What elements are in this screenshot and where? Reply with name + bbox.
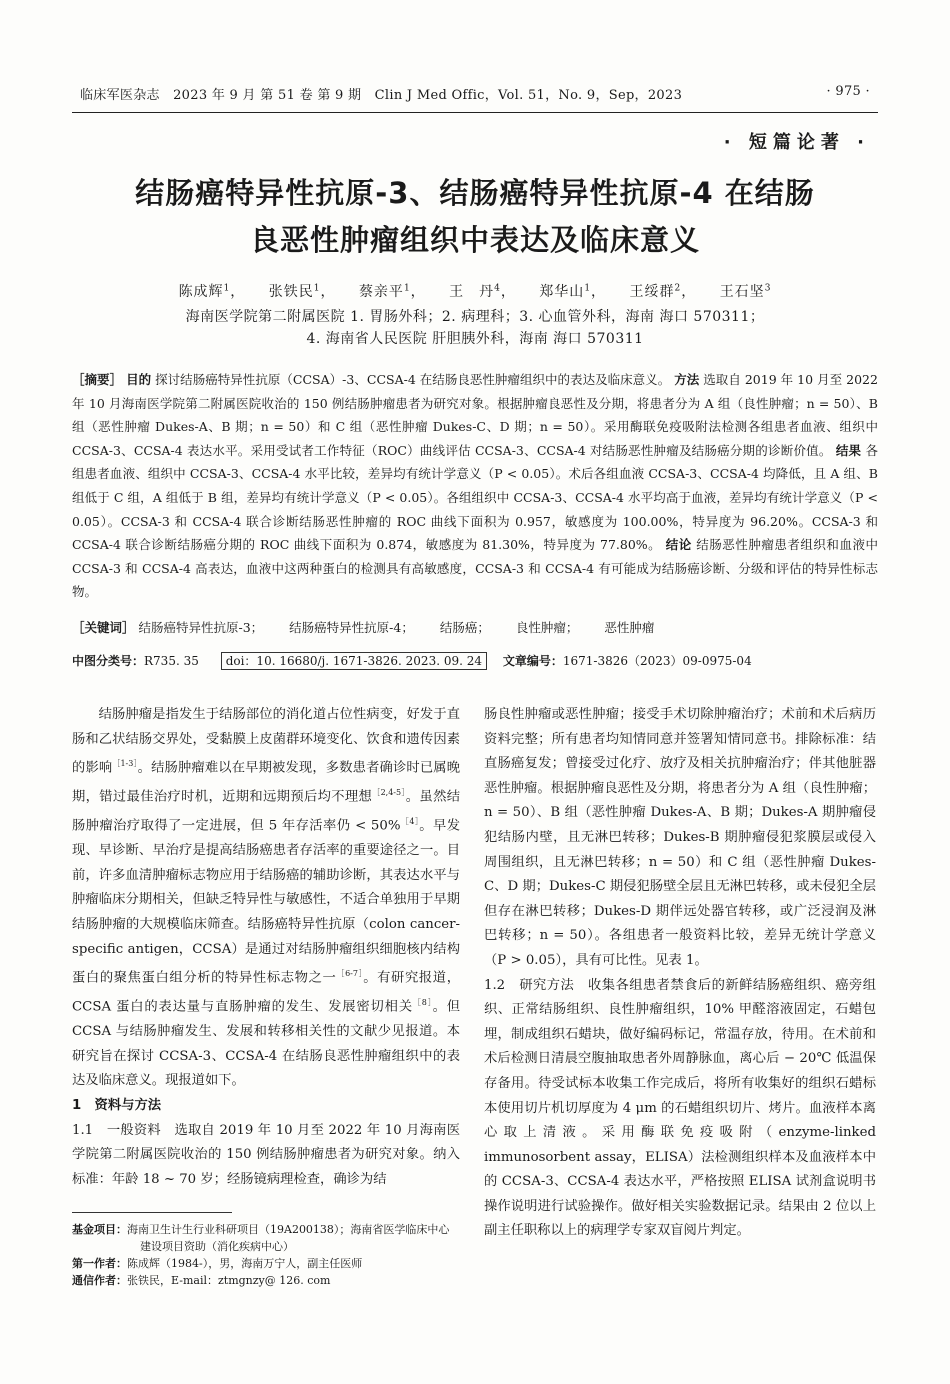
keyword: 结肠癌； xyxy=(439,620,490,635)
citation[interactable]: ［1-3］ xyxy=(112,759,138,769)
author: 王 丹$^4$， xyxy=(449,283,516,300)
criteria-paragraph: 肠良性肿瘤或恶性肿瘤；接受手术切除肿瘤治疗；术前和术后病历资料完整；所有患者均知情同意并签署知情同意书。排除标准：结直肠癌复发；曾接受过化疗、放疗及相关抗肿瘤治疗；伴其他脏器恶性肿瘤。根据肿瘤良恶性及分期，将患者分为 A 组（良性肿瘤；n = 50）、B 组（恶性肿瘤 Dukes-A、B 期；Dukes-A 期肿瘤侵犯结肠内壁，且无淋巴转移；Dukes-B 期肿瘤侵犯浆膜层或侵入周围组织，且无淋巴转移；n = 50）和 C 组（恶性肿瘤 Dukes-C、D 期；Dukes-C 期侵犯肠壁全层且无淋巴转移，或未侵犯全层但存在淋巴转移；Dukes-D 期伴远处器官转移，或广泛浸润及淋巴转移；n = 50）。各组患者一般资料比较，差异无统计学意义（P > 0.05），具有可比性。见表 1。 xyxy=(484,707,876,968)
conclusion-label: 结论 xyxy=(665,537,692,553)
citation[interactable]: ［6-7］ xyxy=(336,969,364,979)
intro-paragraph: 结肠肿瘤是指发生于结肠部位的消化道占位性病变，好发于直肠和乙状结肠交界处，受黏膜上皮菌群环境变化、饮食和遗传因素的影响$^{[1-3]}$。结肠肿瘤难以在早期被发现，多数患者确诊时已属晚期，错过最佳治疗时机，近期和远期预后均不理想$^{[2,4-5]}$。虽然结肠肿瘤治疗取得了一定进展，但 5 年存活率仍 < 50%$^{[4]}$。早发现、早诊断、早治疗是提高结肠癌患者存活率的重要途径之一。目前，许多血清肿瘤标志物应用于结肠癌的辅助诊断，其表达水平与肿瘤临床分期相关，但缺乏特异性与敏感性，不适合单独用于早期结肠肿瘤的大规模临床筛查。结肠癌特异性抗原（colon cancer-specific antigen，CCSA）是通过对结肠肿瘤组织细胞核内结构蛋白的聚焦蛋白组分析的特异性标志物之一$^{[6-7]}$。有研究报道，CCSA 蛋白的表达量与直肠肿瘤的发生、发展密切相关$^{[8]}$。但 CCSA 与结肠肿瘤发生、发展和转移相关性的文献少见报道。本研究旨在探讨 CCSA-3、CCSA-4 在结肠良恶性肿瘤组织中的表达及临床意义。现报道如下。 xyxy=(72,707,461,1089)
author-list xyxy=(72,281,878,301)
affiliation-line-1: 海南医学院第二附属医院 1. 胃肠外科；2. 病理科；3. 心血管外科，海南 海口 570311； xyxy=(185,309,765,325)
header-divider xyxy=(72,112,878,113)
title-line-1: 结肠癌特异性抗原-3、结肠癌特异性抗原-4 在结肠 xyxy=(135,176,815,210)
keyword: 恶性肿瘤 xyxy=(604,620,655,635)
article-number-value: 1671-3826（2023）09-0975-04 xyxy=(562,654,752,668)
journal-citation: 临床军医杂志 2023 年 9 月 第 51 卷 第 9 期 Clin J Med Offic，Vol. 51，No. 9，Sep，2023 xyxy=(80,88,683,103)
body-right-column xyxy=(484,703,876,1244)
title-line-2: 良恶性肿瘤组织中表达及临床意义 xyxy=(249,223,700,257)
footnotes xyxy=(72,1221,460,1289)
article-number-label: 文章编号： xyxy=(502,654,563,668)
keyword: 结肠癌特异性抗原-4； xyxy=(289,620,414,635)
column-type-label: · 短篇论著 · xyxy=(723,132,870,153)
objective-text: 探讨结肠癌特异性抗原（CCSA）-3、CCSA-4 在结肠良恶性肿瘤组织中的表达及临床意义。 xyxy=(155,372,671,387)
author: 张铁民$^1$， xyxy=(268,283,336,300)
abstract-label: ［摘要］ xyxy=(72,372,123,387)
citation[interactable]: ［2,4-5］ xyxy=(372,788,406,798)
keywords xyxy=(72,618,878,636)
author: 陈成辉$^1$， xyxy=(178,283,246,300)
author: 郑华山$^1$， xyxy=(539,283,607,300)
article-meta xyxy=(72,652,878,669)
author: 蔡亲平$^1$， xyxy=(358,283,426,300)
first-author-note: 第一作者：陈成辉（1984-），男，海南万宁人，副主任医师 xyxy=(72,1257,363,1270)
running-header xyxy=(80,84,870,106)
methods-paragraph: 1.2 研究方法 收集各组患者禁食后的新鲜结肠癌组织、癌旁组织、正常结肠组织、良性肿瘤组织，10% 甲醛溶液固定，石蜡包埋，制成组织石蜡块，做好编码标记，常温存放，待用。在术前和术后检测日清晨空腹抽取患者外周静脉血，离心后 − 20℃ 低温保存备用。待受试标本收集工作完成后，将所有收集好的组织石蜡标本使用切片机切厚度为 4 μm 的石蜡组织切片、烤片。血液样本离心取上清液。采用酶联免疫吸附（enzyme-linked immunosorbent assay，ELISA）法检测组织样本及血液样本中的 CCSA-3、CCSA-4 表达水平，严格按照 ELISA 试剂盒说明书操作说明进行试验操作。做好相关实验数据记录。结果由 2 位以上副主任职称以上的病理学专家双盲阅片判定。 xyxy=(484,977,876,1239)
methods-label: 方法 xyxy=(674,372,700,387)
results-label: 结果 xyxy=(835,442,862,458)
keyword: 结肠癌特异性抗原-3； xyxy=(138,620,264,635)
footnote-divider xyxy=(72,1212,232,1213)
general-data-paragraph: 1.1 一般资料 选取自 2019 年 10 月至 2022 年 10 月海南医学院第二附属医院收治的 150 例结肠肿瘤患者为研究对象。纳入标准：年龄 18 ~ 70 岁；经肠镜病理检查，确诊为结 xyxy=(72,1122,460,1187)
keyword: 良性肿瘤； xyxy=(515,620,579,635)
results-text: 各组患者血液、组织中 CCSA-3、CCSA-4 水平比较，差异均有统计学意义（P < 0.05）。术后各组血液 CCSA-3、CCSA-4 均降低，且 A 组、B 组低于 C 组，A 组低于 B 组，差异均有统计学意义（P < 0.05）。各组组织中 CCSA-3、CCSA-4 水平均高于血液，差异均有统计学意义（P < 0.05）。CCSA-3 和 CCSA-4 联合诊断结肠恶性肿瘤的 ROC 曲线下面积为 0.957，敏感度为 100.00%，特异度为 96.20%。CCSA-3 和 CCSA-4 联合诊断结肠癌分期的 ROC 曲线下面积为 0.874，敏感度为 81.30%，特异度为 77.80%。 xyxy=(72,442,878,553)
keywords-label: ［关键词］ xyxy=(72,620,135,635)
corresponding-author-note: 通信作者：张铁民，E-mail：ztmgnzy@ 126. com xyxy=(72,1274,331,1287)
author: 王石坚$^3$ xyxy=(719,283,772,300)
author: 王绥群$^2$， xyxy=(629,283,697,300)
citation[interactable]: ［8］ xyxy=(412,998,433,1008)
clc-label: 中图分类号： xyxy=(72,654,145,668)
abstract xyxy=(72,368,878,604)
clc-value: R735. 35 xyxy=(144,654,199,668)
methods-text: 选取自 2019 年 10 月至 2022 年 10 月海南医学院第二附属医院收治的 150 例结肠肿瘤患者为研究对象。根据肿瘤良恶性及分期，将患者分为 A 组（良性肿瘤；n = 50）、B 组（恶性肿瘤 Dukes-A、B 期；n = 50）和 C 组（恶性肿瘤 Dukes-C、D 期；n = 50）。采用酶联免疫吸附法检测各组患者血液、组织中 CCSA-3、CCSA-4 表达水平。采用受试者工作特征（ROC）曲线评估 CCSA-3、CCSA-4 对结肠恶性肿瘤及结肠癌分期的诊断价值。 xyxy=(72,372,878,458)
objective-label: 目的 xyxy=(126,372,152,387)
conclusion-text: 结肠恶性肿瘤患者组织和血液中 CCSA-3 和 CCSA-4 高表达，血液中这两种蛋白的检测具有高敏感度，CCSA-3 和 CCSA-4 有可能成为结肠癌诊断、分级和评估的特异性标志物。 xyxy=(72,537,878,600)
doi[interactable]: doi：10. 16680/j. 1671-3826. 2023. 09. 24 xyxy=(221,652,487,670)
page-number: · 975 · xyxy=(826,84,870,99)
section-heading: 1 资料与方法 xyxy=(72,1098,162,1114)
funding-note: 基金项目：海南卫生计生行业科研项目（19A200138）；海南省医学临床中心建设项目资助（消化疾病中心） xyxy=(72,1223,450,1253)
body-left-column xyxy=(72,703,460,1192)
affiliation-line-2: 4. 海南省人民医院 肝胆胰外科，海南 海口 570311 xyxy=(306,331,644,347)
article-title xyxy=(72,170,878,264)
citation[interactable]: ［4］ xyxy=(400,817,420,827)
